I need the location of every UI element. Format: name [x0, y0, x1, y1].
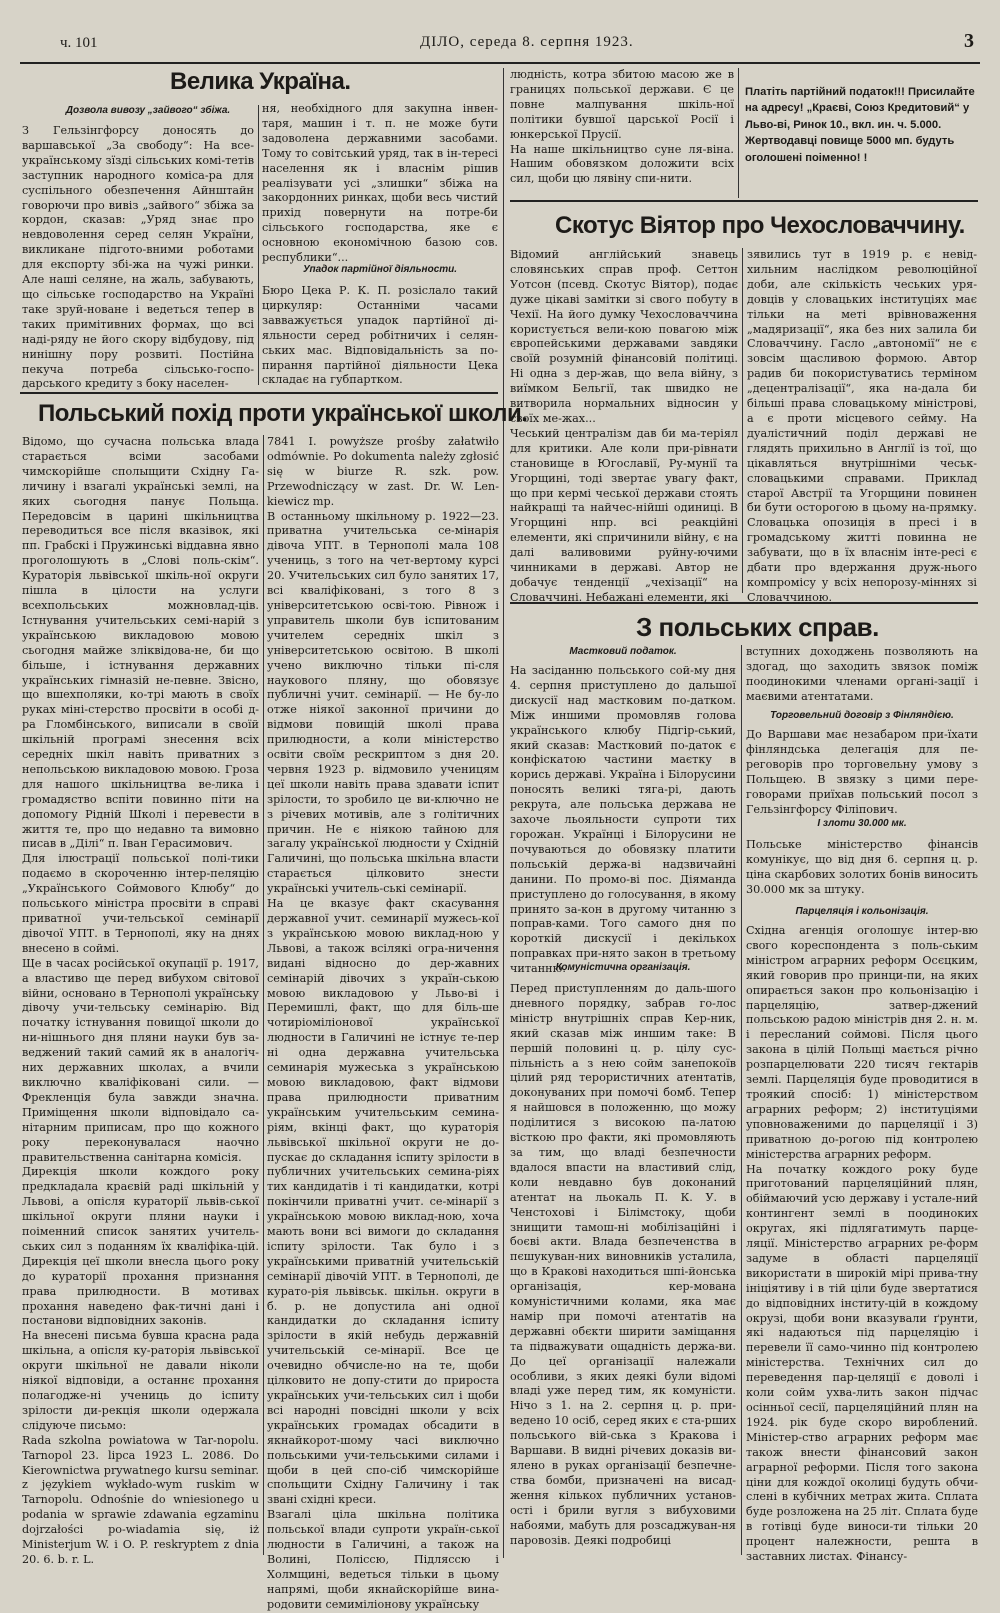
page-header: [20, 30, 980, 58]
subheading: Дозвола вивозу „зайвого“ збіжа.: [65, 105, 231, 116]
article-column: Перед приступленням до даль-шого дневного порядку, забрав го-лос міністр внутрішніх справ Кер-ник, який сказав між иншим таке: В першій половині ц. р. цілу сус-пільність а з нею сойм занепокоїв цілий ряд терористичних атентатів, доконуваних при помочі бомб. Тепер я найшовся в положенню, що можу поділитися з високою па-латою вісткою про факти, які промовляють за тим, що владі безпечности вдалося впасти на властивий слід, коли невдавно був доконаний атентат на льокаль П. К. У. в Ченстохові і Білімстоку, щоби знищити тамош-ні мобілізаційні і боєві акти. Влада безпеченства в пєшукуван-них виновників усталила, що в Кракові находиться шпі-йонська організація, кер-мована комуністичними колами, яка має намір при помочі атентатів на державні обєкти ширити заміщання та підважувати ощадність держа-ви. До цеї організації належали особливи, з яких деякі були відомі владі уже перед тим, як комуністи. Нічо з 1. на 2. серпня ц. р. при-ведено 10 осіб, серед яких є ста-рших польського вій-ська з Кракова і Варшави. В видні річевих доказів ви-ялено в руках організації безпечне-ства бомби, призначені на висад-ження кількох публичних установ-ості і брили вугля з вибуховими набоями, мабуть для розсаджуван-ня паровозів. Деякі подробиці: [510, 982, 736, 1547]
article-title-velyka-ukraina: Велика Україна.: [170, 68, 351, 95]
subheading: Торговельний договір з Фінляндією.: [770, 710, 954, 721]
subheading: І злоти 30.000 мк.: [817, 818, 907, 829]
article-column: вступних доходжень позволяють на здогад, що заходить звязок поміж поодинокими членами органі-зації і маєвими атентатами.: [746, 645, 978, 703]
article-column: З Гельзінгфорсу доносять до варшавської „За свободу“: На все-українському зїзді сільських комі-тетів заступник народного коміса-ра для суспільного обезпечення Айнштайн говорючи про вивіз „зайвого“ збіжа за кордон, сказав: „Уряд знає про невдоволення серед селян України, викликане підгото-вними роботами для експорту збі-жа на чужі ринки. Але наші селяне, на жаль, забувають, що сільське господарство на Україні таке зруй-новане і ведеться тепер в таких примітивних формах, що всі наді-ряду не його скору відбудову, під нинішну пору розвиті. Постійна пекуча потреба сільсько-госпо-дарського кредиту з боку населен-: [22, 124, 254, 391]
masthead-date: ДІЛО, середа 8. серпня 1923.: [420, 34, 634, 50]
article-title-polish-campaign: Польський похід проти української школи.: [38, 400, 528, 427]
article-column: людність, котра збитою масою же в границях польської держави. Є це повне малпування шкіль-ної політики бувшої царської Росії і юнкерської Прусії. На наше шкільництво суне ля-віна. Нашим обовязком доложити всіх сил, щоби цю лявіну спи-нити.: [510, 68, 734, 186]
article-column: Бюро Цека Р. К. П. розіслало такий циркуляр: Останніми часами завважується упадок партійної ді-яльности серед робітничих і селян-ських мас. Відповідальність за по-пирання партійної діяльности Цека складає на губпартком.: [262, 284, 498, 387]
article-column: На засіданню польського сой-му дня 4. серпня приступлено до дальшої дискусії над мастковим по-датком. Між иншими промовляв голова українського клюбу Підгір-ський, який сказав: Мастковий по-даток є конфіскатою частини маєтку в корись державі. Україна і Білорусини поносять великі тяга-рі, дають рекрута, але польська держава не захоче льояльности супроти тих горожан. Українці і Білорусини не почуваються до обовязку платити польській держа-ві надзвичайні данини. По промо-ві пос. Діяманда приступлено до голосування, в якому принято за-кон в другому читанню з поправ-ками. Того самого дня по короткій дискусії і декількох поправках при-нято закон в третьому читанню.: [510, 664, 736, 976]
section-rule: [510, 200, 978, 202]
party-tax-notice: Платіть партійний податок!!! Присилайте на адресу! „Краєві, Союз Кредитовий“ у Льво-ві, Ринок 10., вкл. ин. ч. 5.000. Жертводавці повище 5000 мп. будуть оголошені поіменно! !: [745, 86, 975, 164]
article-column: ня, необхідного для закупна інвен-таря, машин і т. п. не може бути задоволена державними засобами. Тому то совітський уряд, так в ін-тересі населення як і власнім рішив реалізувати усі „злишки“ збіжа на закордонних ринках, щоби весь чистий прихід повернути на потре-би сільського господарства, яке є основною економічною базою сов. республики“...: [262, 102, 498, 265]
issue-number: ч. 101: [60, 35, 98, 51]
article-column: До Варшави має незабаром при-їхати фінляндська делегація для пе-реговорів про торговельну умову з Польщею. В звязку з цими пере-говорами приїхав польський посол з Гельзінгфорсу Філіпович.: [746, 728, 978, 816]
column-rule: [503, 68, 504, 1558]
subheading: Мастковий податок.: [569, 646, 677, 657]
article-column: зявились тут в 1919 р. є невід-хильним наслідком революційної доби, але скількість чеських уря-довців у словацьких інституціях має тільки на меті врівноваження „мадяризації“, яка без них залила би Словаччину. Гасло „автономії“ не є зовсім щасливою формою. Автор радив би покористуватись терміном „децентралізації“, яка на-дала би більші права словацькому міністрові, а є проти місцевого сейму. На дуалістичний поділ державі не глядять прихильно в Англії із тої, що цікавляться внутрішніми чеськ-словацькими справами. Приклад старої Австрії та Угорщини повинен би бути осторогою в цьому на-прямку. Словацька опозиція в пресі і в громадському житті повинна не забувати, що в їх власнім інте-ресі є дбати про вдержання друж-нього компромісу у всіх непорозу-міннях зі Словаччиною.: [747, 248, 977, 604]
column-rule: [742, 248, 743, 593]
column-rule: [738, 68, 739, 198]
header-rule: [20, 62, 980, 64]
article-column: 7841 I. powyższe prośby załatwiło odmównie. Po dokumenta należy zgłosić się w biurze R. szk. pow. Przewodniczący w zast. Dr. W. Len-kiewicz mp. В останньому шкільному р. 1922—23. приватна учительська се-мінарія дівоча УПТ. в Тернополі мала 108 учениць, з того на чет-вертому курсі 20. Учительських сил було занятих 17, всі кваліфіковані, з того 8 з університетською осві-тою. Рівнож і управитель школи був іспитованим учителем середніх шкіл з університетською освітою. В школі учено виключно тільки пі-сля наукового пляну, що обовязує публичні учит. семінарії. — Не бу-ло отже ніякої законної причини до відмови повищій школі права прилюдности, а коли міністерство освіти своїм рескриптом з дня 20. червня 1923 р. відмовило ученицям цеї школи навіть права здавати іспит зрілости, то зробило це ви-ключно не з річевих мотивів, але з голітичних причин. Не є ніякою тайною для загалу української людности у Східній Галичині, що польська шкільна власти старається цілковито знести українські учитель-ські семінарії. На це вказує факт скасування державної учит. семинарії мужесь-кої з українською мовою виклад-ною у Львові, а також всілякі огра-ничення видані відносно до дер-жавних семінарій дівочих з україн-ською мовою викладовою у Льво-ві і Перемишлі, факт, що для біль-ше чотиріоміліонової української людности в Галичині не істнує те-пер ні одна державна учительська семинарія мужеська з українською мовою викладовою, факт відмови права прилюдности приватним українським учительським семина-ріям, вкінці факт, що кураторія львівської шкільної округи не до-пускає до складання іспиту зрілости в публичних учительських семина-ріях тих кандидатів і ті кандидатки, котрі покінчили приватні учит. се-мінарії з українською мовою виклад-ною, хоча мають вони всі вимоги до складання іспиту зрілости. Так було і з українськими приватній учительській семінарії дівочій УПТ. в Тернополі, де курато-рія львівськ. шкільн. округи в б. р. не допустила ані одної кандидатки до складання іспиту зрілости в якій небудь державній учительській се-мінарії. Все це очевидно обчисле-но на те, щоби цілковито не допу-стити до прироста українських учи-тельських сил і щоби всі народні повсідні школи у всіх українських громадах обсадити в якнайкорот-шому часі виключно польськими учи-тельськими силами і щоби в цей спо-сіб чимскорійше спольщити Східну Галичину і так звані східні креси. Взагалі ціла шкільна політика польської влади супроти україн-ської людности в Галичині, а також на Волині, Поліссю, Підляссю і Холмщині, ведеться тільки в цьому напрямі, щоби якнайскорійше вина-родовити семиміліонову українську: [267, 435, 499, 1611]
page-number: 3: [964, 30, 974, 52]
column-rule: [263, 435, 264, 1555]
article-column: Відомий англійський знавець словянських справ проф. Сеттон Уотсон (псевд. Скотус Віятор), подає дуже цікаві замітки зі свого побуту в Чехії. На його думку Чехословаччина користується вели-кою повагою між європейськими державами завдяки своїй розумній фінансовій політиці. Ні одна з дер-жав, що вела війну, з виїмком Бельгії, так швидко не витворила нормальних відносин у своїх ме-жах... Чеський централізм дав би ма-теріял для критики. Але коли при-рівнати становище в Югославії, Ру-мунії та Угорщині, тоді звертає увагу факт, що при кермі чеської держави стоять найкращі та найчес-нійші одиниці. В Угорщині нпр. всі реакційні елементи, які спричинили війну, є на далі валивовими руйну-ючими чинниками в державі. Автор не добачує тенденції „чехізації“ на Словаччині. Небажані елементи, які: [510, 248, 738, 604]
article-column: Східна агенція оголошує інтер-вю свого кореспондента з поль-ським міністром аграрних реформ Осєцким, який говорив про принци-пи, на яких опирається закон про кольонізацію і парцеляцію, затвер-джений польською радою міністрів дня 2. н. м. і пересланий соймові. Після цього закона в цілій Польщі мається річно розпарцелювати 220 тисяч гектарів землі. Парцеляція буде проводитися в троякий спосіб: 1) міністерством аграрних реформ; 2) інституціями уповноваженими до парцеляції і 3) приватною до-рогою під контролею міністерства аграрних реформ. На початку кождого року буде приготований парцеляційний плян, обіймаючий усю державу і устале-ний контингент землі в поодиноких округах, які підлягатимуть парце-ляції. Міністерство аграрних ре-форм задуме в області парцеляції використати в широкій мірі прива-тну ініціятиву і в тій ціли буде звертатися до відповідних інститу-цій в кождому окрузі, щоби вони вказували ґрунти, які надаються під парцеляцію і перевели її само-чинно під контролею міністерства. Технічних сил до переведення пар-целяції є доволі і коли сойм ухва-лить закон підчас осінньої сесії, парцеляційний плян на 1924. рік буде скоро вироблений. Міністер-ство аграрних реформ має також внести фінансовий закон аграрної реформи. Після того закона ціни для кождої околиці будуть обчи-слені в кубічних метрах жита. Сплата буде розложена на 25 літ. Сплата буде в готівці буде виноси-ти тільки 20 процент належности, решта в заставних листах. Фінансу-: [746, 924, 978, 1564]
subheading: Упадок партійної діяльности.: [302, 264, 458, 275]
article-title-chekhoslovachchyna: Скотус Віятор про Чехословаччину.: [555, 212, 965, 239]
subheading: Комуністична організація.: [555, 962, 691, 973]
article-title-polish-affairs: З польських справ.: [636, 612, 879, 642]
article-column: Польське міністерство фінансів комунікує, що від дня 6. серпня ц. р. ціна скарбових золотих бонів виносить 30.000 мк за штуку.: [746, 838, 978, 896]
column-rule: [258, 105, 259, 385]
subheading: Парцеляція і кольонізація.: [795, 906, 929, 917]
column-rule: [741, 645, 742, 1555]
article-column: Відомо, що сучасна польська влада старається всіми засобами чимскорійше сполыщити Східну Га-личину і взагалі українські землі, на яких сьогодня панує Польща. Передовсім в царині шкільництва переводиться все після вказівок, які пп. Грабскі і Пружинські віддавна явно проголошують в „Слові поль-скім“. Кураторія львівської шкіль-ної округи пішла в цілости на услуги всехпольських можновлад-ців. Істнування учительських семі-нарій з українською викладовою мовою сьогодня майже зліквідова-не, би що більше, і істнування державних українських гімназій не-певне. Звісно, що вшехполяки, ко-трі мають в своїх руках міні-стерство просвіти в особі д-ра Гломбінського, виписали в своїй шкільній програмі знесення всіх середніх шкіл навіть приватних з непольською викладовою мовою. Гроза для нашого шкільництва ве-лика і громадяство вспіти повинно піти на допомогу Рідній Школі і перевести в життя те, про що недавно та вимовно писав в „Ділі“ п. Іван Герасимович. Для ілюстрації польської полі-тики подаємо в скороченню інтер-пеляцію „Українського Соймового Клюбу“ до польського міністра просвіти в справі приватної учи-тельської семінарії дівочої УПТ. в Тернополі, яку на днях внесено в соймі. Ще в часах російської окупації р. 1917, а властиво ще перед вибухом світової війни, основано в Тернополі українську дівочу учи-тельську семінарію. Від початку істнування повищої школи до ни-нішнього дня пляни науки був за-веджений такий самий як в аналогіч-них державних школах, а вчили виключно кваліфіковані сили. — Фрекленція була завжди значна. Приміщення школи відповідало са-нітарним приписам, про що кожного року переконувалася наочно правительственна санітарна комісія. Дирекція школи кождого року предкладала краєвій раді шкільній у Львові, а опісля кураторії львів-ської шкільної округи пляни науки і поіменний список занятих учитель-ських сил з поданням їх кваліфіка-цій. Дирекція цеї школи внесла цього року до кураторії прохання признання права прилюдности. В мотивах прохання наведено фак-тичні дані і постанови відповідних законів. На внесені письма бувша красна рада шкільна, а опісля ку-раторія львівської округи шкільної не давали ніколи ніякої відповіди, а останнє прохання полагодже-ні учениць до іспиту зрілости ди-рекція школи одержала слідуюче письмо: Rada szkolna powiatowa w Tar-nopolu. Tarnopol 23. lipca 1923 L. 2086. Do Kierownictwa prywatnego kursu seminar. z językiem wykłado-wym ruskim w Tarnopolu. Odnośnie do wniesionego u podania w sprawie zdawania egzaminu dojrzałości po-wiadamia się, iż Ministerjum W. i O. P. reskryptem z dnia 20. 6. b. r. L.: [22, 435, 259, 1566]
